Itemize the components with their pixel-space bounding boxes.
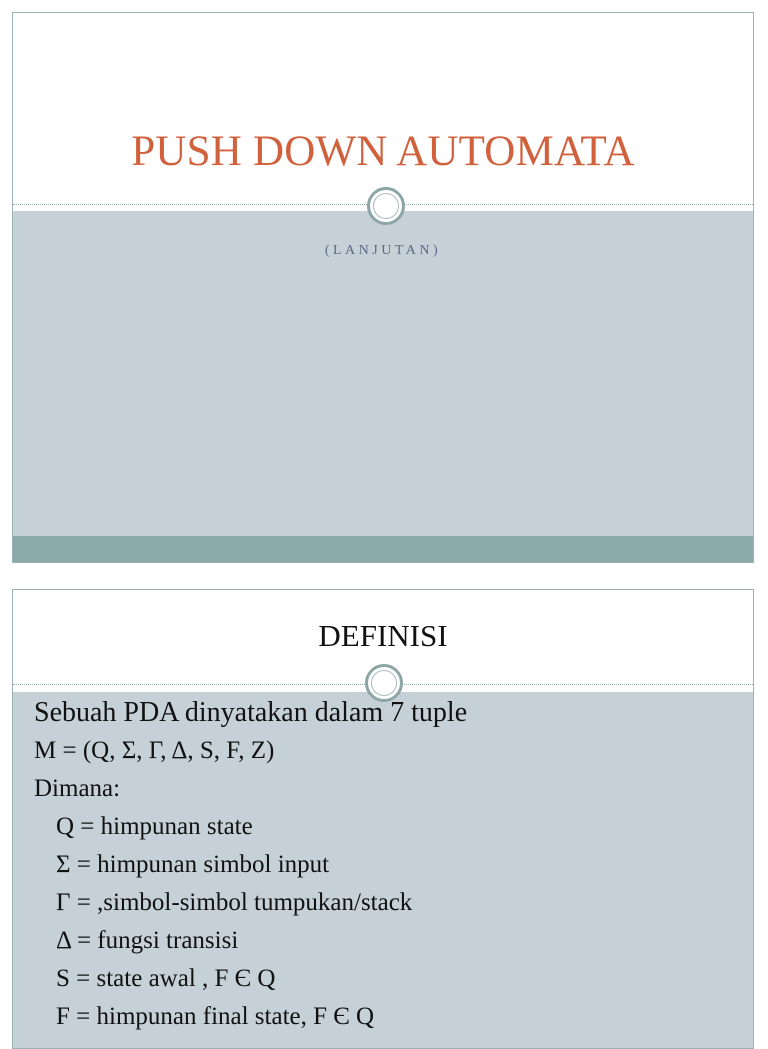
slide-2-body xyxy=(34,694,733,1036)
body-line: Sebuah PDA dinyatakan dalam 7 tuple xyxy=(34,697,468,728)
slide-1 xyxy=(12,12,754,563)
body-line: F = himpunan final state, F Є Q xyxy=(56,1003,375,1030)
body-line: Q = himpunan state xyxy=(56,813,253,840)
body-line: Γ = ,simbol-simbol tumpukan/stack xyxy=(56,889,413,916)
slide-1-bottom-bar xyxy=(13,536,753,562)
body-line: S = state awal , F Є Q xyxy=(56,965,276,992)
slide-2-title: DEFINISI xyxy=(318,618,448,653)
slide-2 xyxy=(12,589,754,1049)
slide-1-title: PUSH DOWN AUTOMATA xyxy=(131,128,635,175)
slide-1-title-area xyxy=(13,13,753,211)
body-line: Dimana: xyxy=(34,775,121,802)
circle-ornament-icon xyxy=(367,187,405,225)
slide-1-subtitle: (LANJUTAN) xyxy=(324,243,442,258)
body-line: Σ = himpunan simbol input xyxy=(56,851,330,878)
body-line: Δ = fungsi transisi xyxy=(56,927,239,954)
body-line: M = (Q, Σ, Γ, Δ, S, F, Z) xyxy=(34,737,275,764)
